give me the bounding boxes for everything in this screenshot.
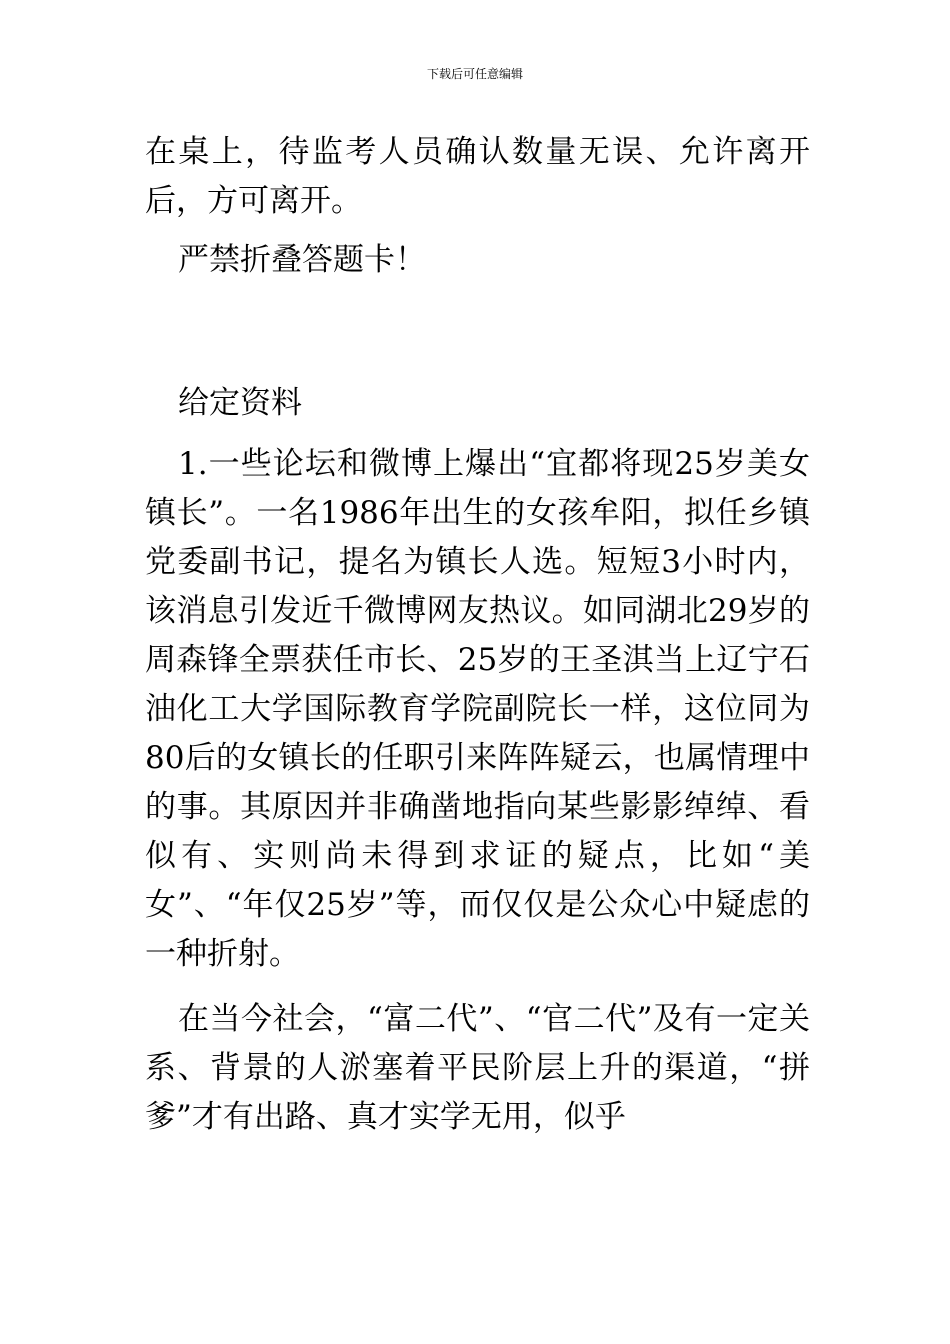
intro-paragraph: 在桌上，待监考人员确认数量无误、允许离开后，方可离开。 xyxy=(145,134,810,219)
material-paragraph-2: 在当今社会，“富二代”、“官二代”及有一定关系、背景的人淤塞着平民阶层上升的渠道，“拼爹”才有出路、真才实学无用，似乎 xyxy=(145,1001,811,1135)
section-heading: 给定资料 xyxy=(178,385,302,421)
material-item-1: 1.一些论坛和微博上爆出“宜都将现25岁美女镇长”。一名1986年出生的女孩牟阳，拟任乡镇党委副书记，提名为镇长人选。短短3小时内，该消息引发近千微博网友热议。如同湖北29岁的周森锋全票获任市长、25岁的王圣淇当上辽宁石油化工大学国际教育学院副院长一样，这位同为80后的女镇长的任职引来阵阵疑云，也属情理中的事。其原因并非确凿地指向某些影影绰绰、看似有、实则尚未得到求证的疑点，比如“美女”、“年仅25岁”等，而仅仅是公众心中疑虑的一种折射。 xyxy=(145,446,810,972)
page-header-note: 下载后可任意编辑 xyxy=(426,67,523,81)
warning-paragraph: 严禁折叠答题卡！ xyxy=(178,242,426,278)
document-body xyxy=(145,128,810,1142)
